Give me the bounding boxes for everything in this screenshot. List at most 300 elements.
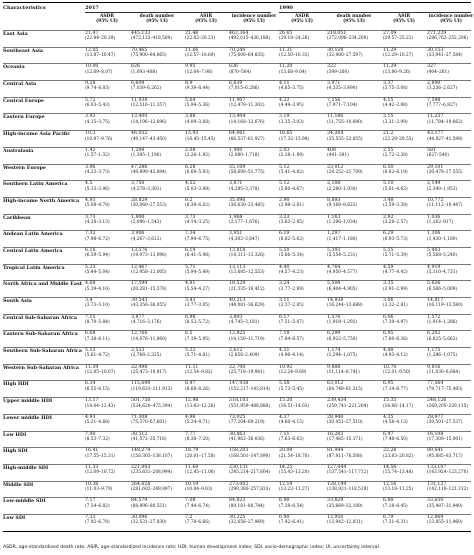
cell-value: 11.11: [185, 364, 199, 370]
table-cell: [229, 231, 259, 242]
table-cell: [185, 48, 215, 59]
table-cell: [383, 181, 408, 192]
column-header-label: incidence number: [231, 14, 277, 19]
cell-uncertainty-interval: (12.54–9.82): [185, 370, 213, 376]
column-header: [185, 14, 227, 24]
cell-value: 13.17: [85, 398, 99, 404]
table-cell: [427, 348, 457, 359]
cell-value: 6.90: [279, 514, 290, 520]
cell-uncertainty-interval: (2.26–1.92): [185, 153, 210, 159]
cell-uncertainty-interval: (7.18–6.45): [383, 503, 408, 509]
cell-value: 11,938: [131, 97, 148, 103]
cell-uncertainty-interval: (8.68–8.26): [185, 386, 210, 392]
cell-uncertainty-interval: (1,417–1,180): [327, 236, 358, 242]
cell-uncertainty-interval: (30,501–27,537): [427, 420, 463, 426]
table-cell: [185, 31, 215, 42]
cell-uncertainty-interval: (168,501–147,890): [229, 453, 271, 459]
cell-uncertainty-interval: (269,205–229,115): [427, 403, 469, 409]
column-header: [383, 14, 425, 24]
table-cell: [229, 415, 265, 426]
cell-value: 5.12: [279, 164, 290, 170]
table-cell: [185, 64, 212, 75]
region-label: Central Asia: [3, 81, 37, 88]
cell-value: 8,893: [327, 197, 341, 203]
table-cell: [131, 448, 172, 459]
cell-value: 230,131: [229, 464, 249, 470]
cell-uncertainty-interval: (58,690–51,775): [229, 169, 265, 175]
cell-uncertainty-interval: (137,541–117,712): [327, 470, 369, 476]
table-cell: [185, 448, 215, 459]
table-cell: [327, 381, 363, 392]
cell-value: 46,032: [131, 131, 148, 137]
cell-value: 5.22: [185, 348, 196, 354]
cell-value: 7.34: [185, 231, 196, 237]
table-cell: [229, 298, 265, 309]
cell-uncertainty-interval: (24,252–21,709): [327, 169, 363, 175]
cell-value: 1,576: [327, 314, 341, 320]
cell-uncertainty-interval: (5,554–5,231): [327, 253, 358, 259]
cell-value: 3.96: [85, 164, 96, 170]
cell-uncertainty-interval: (2,768–2,325): [131, 353, 162, 359]
cell-value: 5.23: [85, 264, 96, 270]
table-cell: [279, 281, 304, 292]
cell-uncertainty-interval: (4,267–3,612): [131, 236, 162, 242]
cell-value: 271,229: [427, 31, 447, 36]
region-label: Low HDI: [3, 431, 27, 438]
cell-uncertainty-interval: (4,285–3,378): [229, 186, 260, 192]
cell-value: 3.4: [85, 298, 93, 303]
cell-value: 3.48: [383, 197, 394, 203]
year-2017-header: 2017: [85, 5, 99, 11]
cell-uncertainty-interval: (13.87–10.47): [85, 53, 116, 59]
cell-value: 21.47: [85, 31, 99, 36]
column-header-ui-label: (95% UI): [96, 19, 118, 24]
cell-value: 3.35: [383, 281, 394, 287]
table-cell: [229, 198, 265, 209]
table-cell: [327, 215, 357, 226]
cell-value: 4.93: [85, 197, 96, 203]
cell-uncertainty-interval: (14,073–13,096): [131, 253, 167, 259]
cell-uncertainty-interval: (4.14–3.25): [185, 219, 210, 225]
cell-uncertainty-interval: (259,741–221,204): [327, 403, 369, 409]
year-1990-header: 1990: [279, 5, 293, 11]
table-cell: [85, 181, 110, 192]
table-cell: [185, 215, 210, 226]
cell-uncertainty-interval: (7.60–6.36): [383, 336, 408, 342]
cell-value: 273,002: [229, 481, 249, 487]
cell-uncertainty-interval: (2,280–1,930): [327, 186, 358, 192]
region-label: Southern Sub-Saharan Africa: [3, 348, 82, 355]
cell-value: 10.92: [279, 364, 293, 370]
cell-uncertainty-interval: (41,572–35,716): [131, 436, 167, 442]
cell-value: 581: [427, 147, 436, 153]
cell-value: 6.34: [85, 381, 96, 387]
cell-value: 408: [327, 147, 336, 153]
region-label: Western Europe: [3, 164, 46, 171]
table-cell: [185, 515, 210, 526]
table-cell: [229, 432, 265, 443]
cell-uncertainty-interval: (15.43–13.20): [279, 470, 310, 476]
cell-value: 5.72: [85, 97, 96, 103]
table-cell: [131, 432, 167, 443]
cell-value: 6,299: [327, 331, 341, 337]
cell-value: 3,877: [131, 314, 145, 320]
table-cell: [229, 281, 265, 292]
cell-uncertainty-interval: (12,479–11,302): [229, 103, 265, 109]
cell-uncertainty-interval: (2,858–2,409): [229, 353, 260, 359]
cell-uncertainty-interval: (89,181–80,744): [229, 503, 265, 509]
table-cell: [229, 181, 259, 192]
cell-uncertainty-interval: (3.28–2.57): [383, 219, 408, 225]
cell-uncertainty-interval: (20,281–15,578): [131, 286, 167, 292]
cell-value: 7.15: [85, 314, 96, 320]
cell-uncertainty-interval: (13.80–9.26): [383, 69, 411, 75]
cell-value: 11,186: [327, 114, 344, 120]
cell-uncertainty-interval: (1,430–1,189): [427, 236, 458, 242]
table-cell: [279, 482, 309, 493]
region-label: High-middle SDI: [3, 464, 49, 471]
cell-uncertainty-interval: (5.39–4.16): [85, 286, 110, 292]
table-cell: [131, 248, 167, 259]
table-cell: [427, 398, 468, 409]
column-header-ui-label: (95% UI): [243, 19, 265, 24]
cell-value: 2.55: [383, 147, 394, 153]
cell-value: 16,108: [427, 431, 444, 437]
cell-uncertainty-interval: (11,030–8,684): [427, 370, 460, 376]
column-header-label: ASDR: [99, 14, 115, 19]
table-cell: [383, 64, 410, 75]
cell-uncertainty-interval: (12.69–8.07): [85, 69, 113, 75]
region-label: Central Sub-Saharan Africa: [3, 314, 78, 321]
table-cell: [85, 398, 115, 409]
column-header-ui-label: (95% UI): [393, 19, 415, 24]
cell-uncertainty-interval: (12.01–9.50): [383, 370, 411, 376]
table-cell: [383, 365, 410, 376]
cell-value: 11,237: [427, 114, 444, 120]
cell-uncertainty-interval: (9,168–8,623): [327, 203, 358, 209]
cell-uncertainty-interval: (3.32–2.81): [383, 303, 408, 309]
table-cell: [85, 64, 112, 75]
cell-value: 3.73: [185, 214, 196, 220]
cell-uncertainty-interval: (4.93–4.12): [383, 353, 408, 359]
cell-value: 22,498: [131, 364, 148, 370]
cell-uncertainty-interval: (138,921–118,518): [327, 486, 369, 492]
table-row: [3, 165, 471, 181]
cell-uncertainty-interval: (13,942–12,031): [327, 520, 363, 526]
table-cell: [185, 148, 210, 159]
column-header-label: incidence number: [428, 14, 474, 19]
cell-value: 12,825: [229, 331, 246, 337]
cell-value: 264,628: [131, 481, 151, 487]
table-cell: [427, 315, 457, 326]
cell-value: 3.19: [279, 114, 290, 120]
table-cell: [229, 398, 270, 409]
table-cell: [383, 315, 408, 326]
cell-uncertainty-interval: (35,669–32,109): [327, 503, 363, 509]
cell-uncertainty-interval: (5.13–3.96): [85, 186, 110, 192]
table-cell: [85, 482, 112, 493]
cell-value: 10.00: [85, 64, 99, 70]
cell-value: 3.88: [185, 114, 196, 120]
cell-uncertainty-interval: (6.39–5.94): [85, 253, 110, 259]
table-cell: [279, 265, 304, 276]
cell-value: 626: [131, 64, 140, 70]
table-cell: [229, 315, 259, 326]
table-cell: [327, 181, 357, 192]
cell-value: 6,202: [427, 331, 441, 337]
table-cell: [327, 131, 363, 142]
table-cell: [185, 348, 210, 359]
table-cell: [383, 48, 413, 59]
table-cell: [279, 365, 306, 376]
cell-value: 4.51: [279, 348, 290, 354]
table-cell: [131, 48, 167, 59]
table-row: [3, 114, 471, 130]
column-header-label: death number: [139, 14, 175, 19]
cell-value: 462,364: [229, 31, 249, 36]
cell-value: 7,598: [427, 97, 441, 103]
cell-uncertainty-interval: (492,015–436,188): [229, 36, 271, 42]
cell-value: 16.41: [85, 448, 99, 454]
cell-value: 248,126: [427, 398, 447, 404]
cell-uncertainty-interval: (88,896–80,551): [131, 503, 167, 509]
cell-value: 115,690: [131, 381, 151, 387]
cell-uncertainty-interval: (75,600–64,835): [229, 53, 265, 59]
region-label: Low SDI: [3, 514, 26, 521]
cell-uncertainty-interval: (2.18–1.89): [279, 153, 304, 159]
column-header-ui-label: (95% UI): [195, 19, 217, 24]
cell-value: 6.97: [383, 431, 394, 437]
cell-value: 148,278: [131, 448, 151, 454]
cell-uncertainty-interval: (41,962–36,036): [229, 436, 265, 442]
table-cell: [383, 81, 408, 92]
table-cell: [85, 331, 110, 342]
table-cell: [383, 415, 408, 426]
cell-uncertainty-interval: (4,950–4,577): [327, 270, 358, 276]
cell-uncertainty-interval: (22.84–20.29): [85, 36, 116, 42]
table-cell: [279, 298, 304, 309]
table-cell: [279, 231, 304, 242]
cell-value: 2,523: [131, 348, 145, 354]
region-label: North Africa and Middle East: [3, 281, 82, 288]
table-cell: [327, 248, 357, 259]
cell-value: 63,012: [327, 381, 344, 387]
table-cell: [279, 248, 304, 259]
cell-uncertainty-interval: (12,958–12,005): [131, 270, 167, 276]
table-cell: [327, 515, 363, 526]
cell-uncertainty-interval: (5.08–4.78): [85, 203, 110, 209]
cell-value: 4.96: [185, 414, 196, 420]
cell-uncertainty-interval: (3.35–3.03): [279, 119, 304, 125]
cell-uncertainty-interval: (14,076–11,660): [131, 336, 167, 342]
table-cell: [85, 114, 110, 125]
table-row: [3, 198, 471, 214]
cell-value: 11.20: [279, 64, 293, 70]
cell-uncertainty-interval: (95,885–83,717): [427, 453, 463, 459]
table-cell: [383, 482, 413, 493]
cell-value: 12.16: [383, 481, 397, 487]
cell-uncertainty-interval: (11.03–9.79): [85, 486, 113, 492]
cell-uncertainty-interval: (4.60–4.15): [279, 420, 304, 426]
cell-uncertainty-interval: (4,745–3,181): [229, 320, 260, 326]
cell-uncertainty-interval: (5.73–5.45): [279, 386, 304, 392]
cell-uncertainty-interval: (15.74–13.48): [383, 470, 414, 476]
table-cell: [327, 331, 357, 342]
table-cell: [427, 98, 457, 109]
cell-value: 1,297: [327, 231, 341, 237]
table-cell: [229, 498, 265, 509]
cell-value: 10.70: [383, 364, 397, 370]
cell-value: 7.08: [185, 498, 196, 504]
cell-value: 13,113: [229, 264, 246, 270]
table-cell: [185, 381, 210, 392]
table-cell: [383, 348, 408, 359]
table-cell: [327, 81, 357, 92]
region-label: Western Sub-Saharan Africa: [3, 364, 80, 371]
cell-uncertainty-interval: (4.28–3.13): [85, 219, 110, 225]
table-cell: [279, 31, 309, 42]
cell-uncertainty-interval: (35,555–32,855): [327, 136, 363, 142]
cell-value: 7.32: [85, 231, 96, 237]
table-row: [3, 432, 471, 448]
table-cell: [229, 148, 259, 159]
cell-uncertainty-interval: (3.75–3.08): [383, 86, 408, 92]
cell-uncertainty-interval: (79,717–75,493): [427, 386, 463, 392]
cell-uncertainty-interval: (5.60–4.67): [279, 186, 304, 192]
table-cell: [427, 248, 457, 259]
cell-value: 12.05: [85, 47, 99, 53]
table-cell: [427, 198, 463, 209]
table-cell: [327, 265, 357, 276]
cell-uncertainty-interval: (152,217–143,814): [229, 386, 271, 392]
cell-uncertainty-interval: (5.44–5.04): [85, 270, 110, 276]
cell-uncertainty-interval: (404–261): [427, 69, 449, 75]
cell-uncertainty-interval: (13.68–9.04): [279, 69, 307, 75]
table-cell: [131, 114, 167, 125]
cell-value: 1,900: [229, 147, 243, 153]
table-cell: [427, 64, 449, 75]
cell-value: 64,061: [229, 131, 246, 137]
cell-uncertainty-interval: (16.51–14.03): [279, 403, 310, 409]
table-cell: [427, 231, 457, 242]
table-cell: [131, 482, 172, 493]
cell-uncertainty-interval: (11,112–10,447): [427, 203, 463, 209]
column-header-ui-label: (95% UI): [146, 19, 168, 24]
cell-value: 5.12: [279, 181, 290, 187]
cell-value: 322: [327, 64, 336, 70]
cell-uncertainty-interval: (3.77–2.89): [279, 286, 304, 292]
table-cell: [131, 31, 172, 42]
table-cell: [229, 131, 265, 142]
cell-uncertainty-interval: (7,777–6,827): [427, 103, 458, 109]
cell-value: 5.12: [85, 348, 96, 354]
table-cell: [85, 81, 110, 92]
table-cell: [427, 215, 453, 226]
cell-uncertainty-interval: (6.82–5.62): [279, 236, 304, 242]
table-cell: [383, 114, 408, 125]
cell-value: 9,816: [427, 364, 441, 370]
data-table: [3, 2, 474, 532]
table-row: [3, 515, 471, 531]
cell-uncertainty-interval: (11,114–8,741): [327, 370, 360, 376]
table-cell: [229, 81, 259, 92]
table-cell: [229, 114, 265, 125]
cell-value: 5.10: [383, 181, 394, 187]
cell-value: 16,283: [327, 431, 344, 437]
table-cell: [279, 114, 304, 125]
table-row: [3, 231, 471, 247]
cell-value: 13,404: [229, 114, 246, 120]
cell-value: 12,950: [327, 514, 344, 520]
cell-uncertainty-interval: (7.54–6.82): [85, 503, 110, 509]
cell-uncertainty-interval: (5.03–3.99): [185, 186, 210, 192]
cell-value: 6.2: [185, 197, 193, 203]
table-cell: [229, 348, 259, 359]
table-row: [3, 31, 471, 47]
table-cell: [279, 181, 304, 192]
table-cell: [327, 31, 368, 42]
cell-value: 12,467: [131, 264, 148, 270]
table-row: [3, 81, 471, 97]
table-cell: [427, 165, 463, 176]
cell-value: 2,612: [229, 348, 243, 354]
table-cell: [327, 315, 357, 326]
region-label: Central Europe: [3, 97, 44, 104]
cell-value: 4.81: [185, 281, 196, 287]
cell-value: 13,818: [229, 247, 246, 253]
table-cell: [279, 81, 304, 92]
cell-uncertainty-interval: (4.49–3.95): [279, 103, 304, 109]
cell-value: 7,556: [327, 97, 341, 103]
table-cell: [229, 31, 270, 42]
cell-uncertainty-interval: (3.77–3.05): [185, 303, 210, 309]
cell-uncertainty-interval: (30,060–27,553): [131, 203, 167, 209]
cell-uncertainty-interval: (12,516–11,357): [131, 103, 167, 109]
table-cell: [427, 48, 463, 59]
table-cell: [427, 281, 457, 292]
cell-value: 81,944: [327, 448, 344, 454]
cell-value: 21.2: [383, 131, 394, 137]
cell-uncertainty-interval: (5.94–5.49): [185, 270, 210, 276]
table-cell: [427, 331, 457, 342]
cell-uncertainty-interval: (7.94–6.75): [185, 236, 210, 242]
cell-uncertainty-interval: (12.45–11.06): [185, 470, 216, 476]
cell-uncertainty-interval: (6.55–6.15): [85, 386, 110, 392]
cell-value: 15.20: [279, 398, 293, 404]
cell-uncertainty-interval: (21,335–16,412): [229, 286, 265, 292]
table-row: [3, 348, 471, 364]
cell-uncertainty-interval: (4.57–4.23): [279, 270, 304, 276]
cell-value: 47,286: [131, 164, 148, 170]
table-cell: [131, 415, 167, 426]
table-row: [3, 298, 471, 314]
cell-value: 9,888: [327, 364, 341, 370]
cell-uncertainty-interval: (12.29–10.27): [383, 53, 414, 59]
cell-value: 12.19: [279, 481, 293, 487]
table-cell: [383, 265, 408, 276]
table-cell: [327, 498, 363, 509]
cell-value: 4.37: [279, 414, 290, 420]
cell-uncertainty-interval: (44,927–41,599): [427, 136, 463, 142]
cell-uncertainty-interval: (14,168–12,676): [229, 119, 265, 125]
table-cell: [131, 81, 161, 92]
cell-value: 71,308: [131, 414, 148, 420]
cell-uncertainty-interval: (17.32–15.98): [279, 136, 310, 142]
cell-value: 29,101: [427, 164, 444, 170]
cell-value: 20.09: [279, 448, 293, 454]
cell-uncertainty-interval: (4.65–3.75): [279, 86, 304, 92]
cell-uncertainty-interval: (1,395–1,190): [131, 153, 162, 159]
